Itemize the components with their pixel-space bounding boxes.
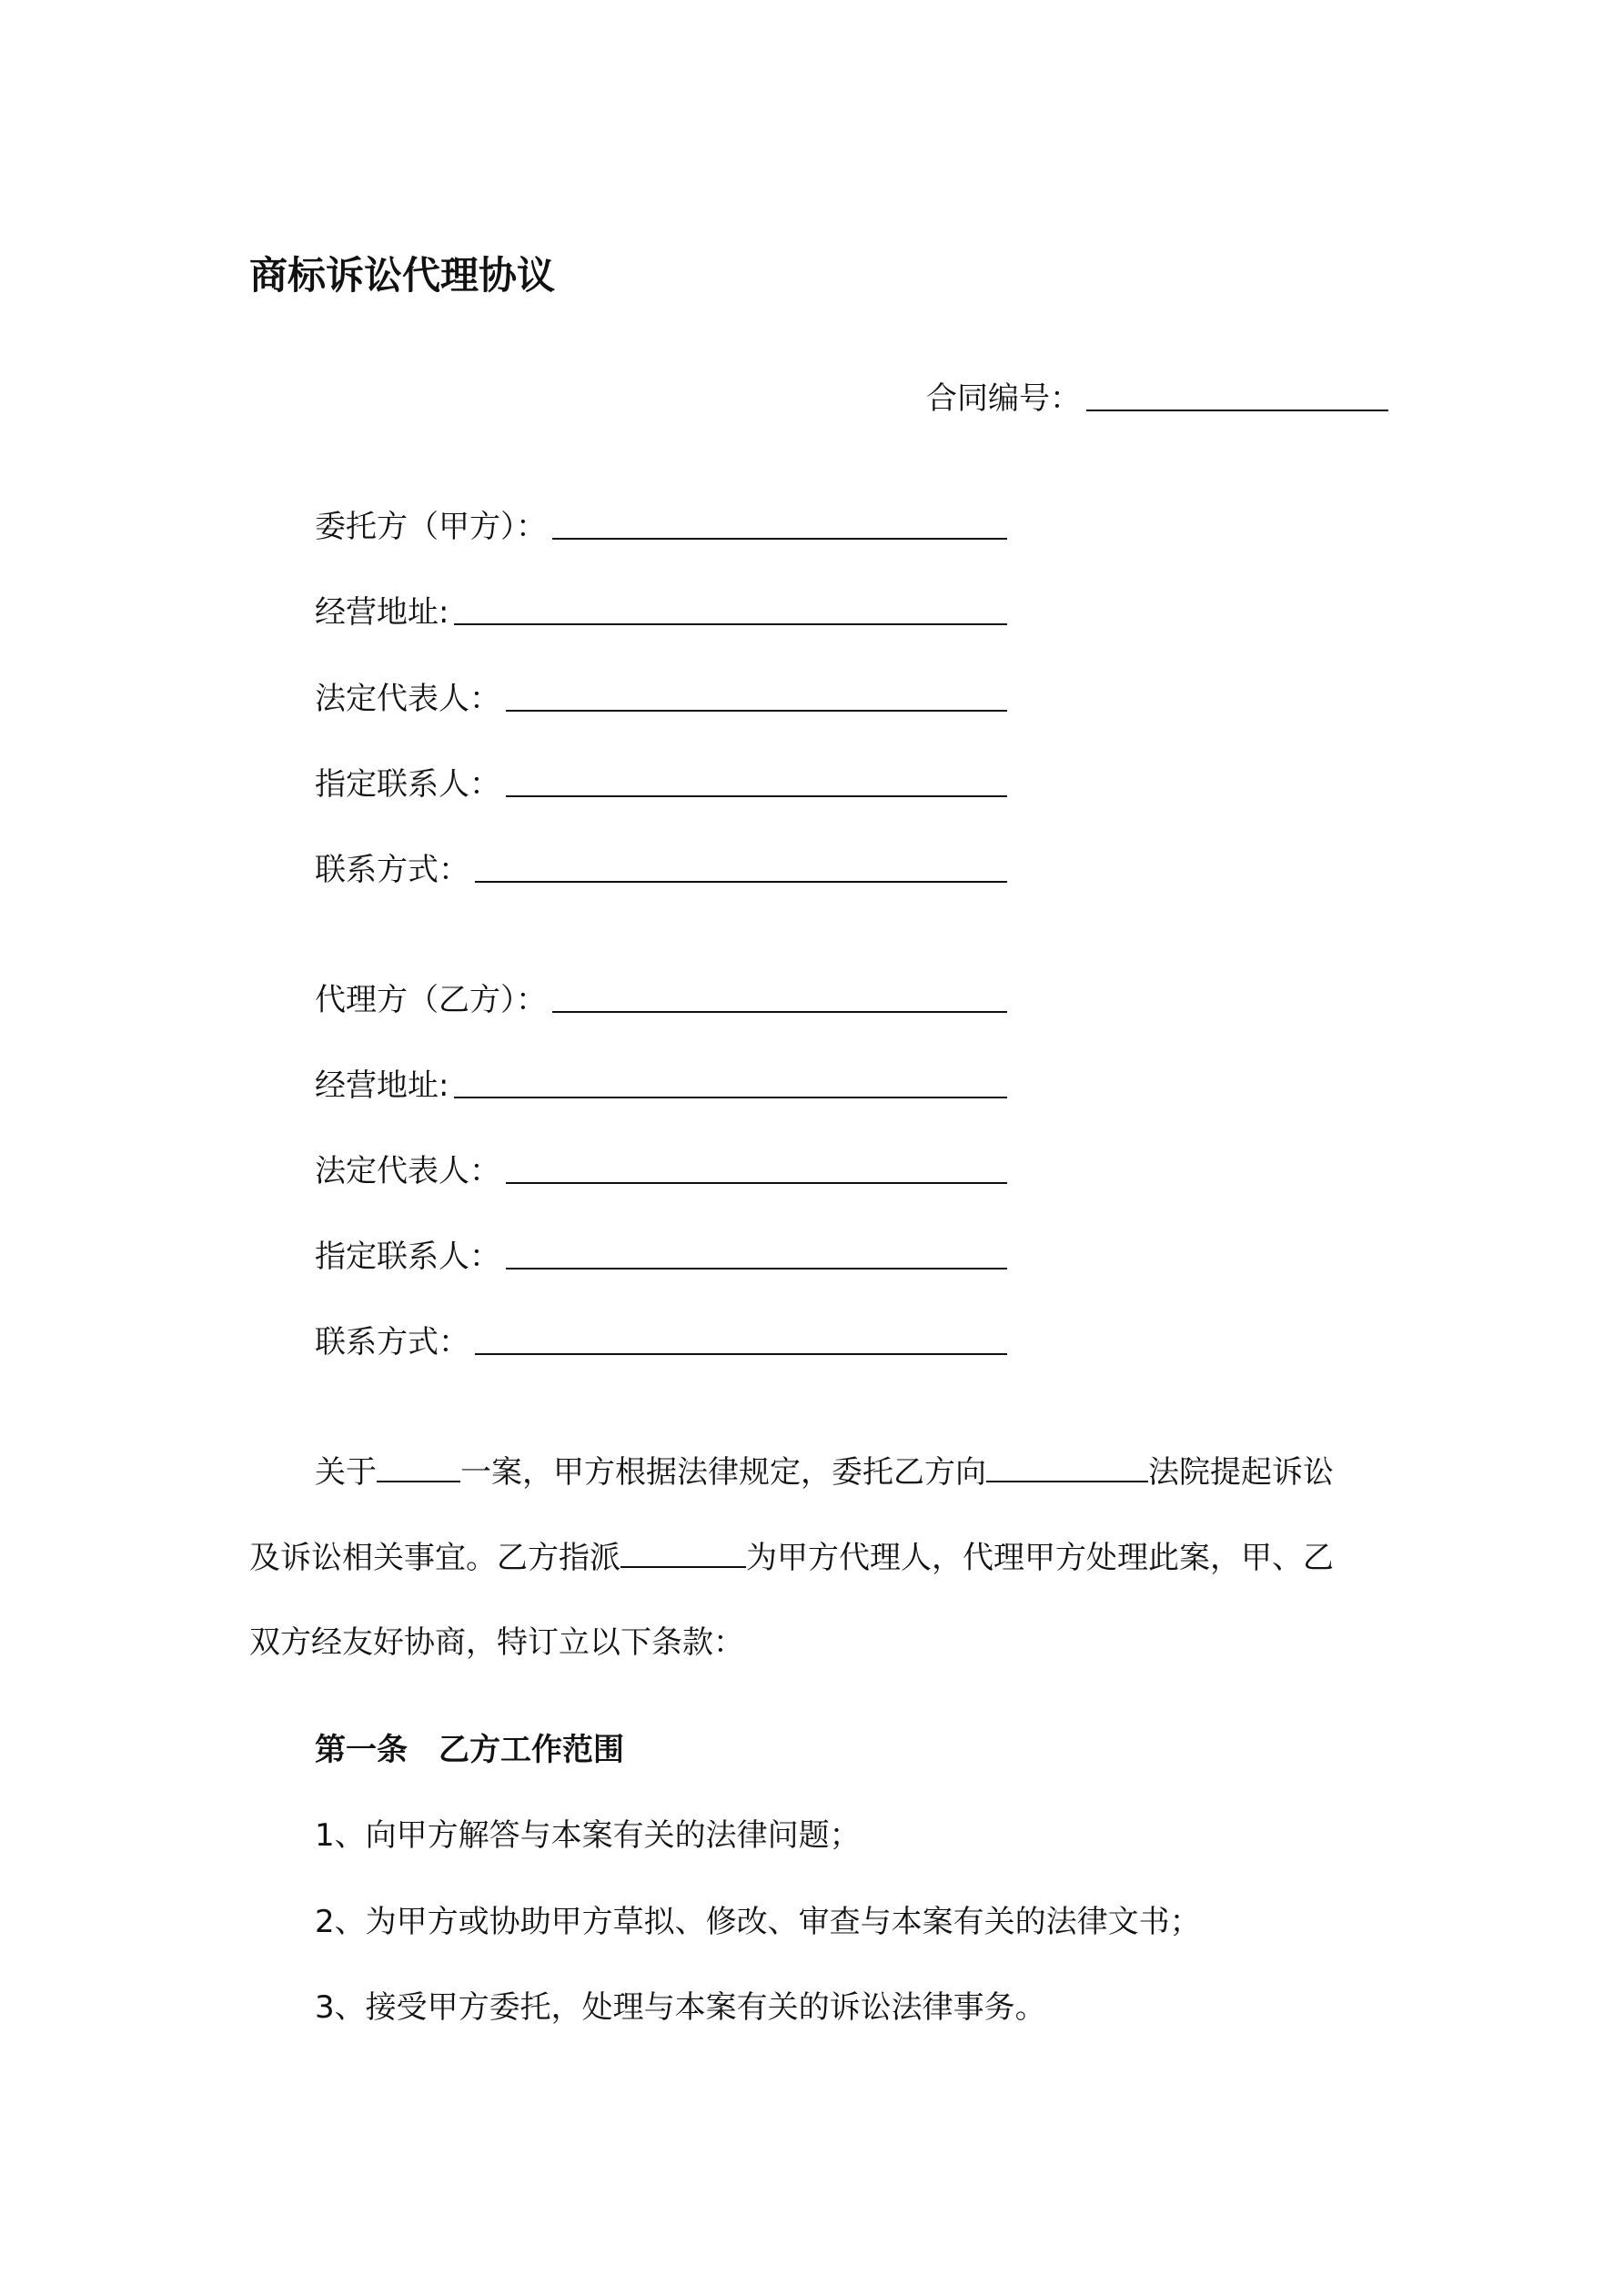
article-1-heading: 第一条 乙方工作范围 <box>315 1732 624 1768</box>
party-b-address-label: 经营地址: <box>315 1067 449 1104</box>
contract-number-label: 合同编号： <box>926 380 1081 417</box>
case-name-blank[interactable] <box>377 1453 460 1482</box>
intro-line-3: 双方经友好协商，特订立以下条款： <box>249 1624 744 1661</box>
party-b-address-blank[interactable] <box>454 1069 1007 1098</box>
agent-blank[interactable] <box>620 1539 746 1568</box>
party-a-contact-person-field[interactable] <box>315 764 1007 804</box>
article-1-item: 3、接受甲方委托，处理与本案有关的诉讼法律事务。 <box>315 1989 1046 2026</box>
party-b-contact-label: 联系方式： <box>315 1324 469 1360</box>
party-b-label: 代理方（乙方）： <box>315 982 547 1018</box>
party-a-contact-person-blank[interactable] <box>506 768 1007 797</box>
contract-number-field[interactable] <box>926 379 1388 419</box>
party-a-address-blank[interactable] <box>454 596 1007 625</box>
party-a-blank[interactable] <box>552 511 1007 540</box>
intro-text: 法院提起诉讼 <box>1148 1454 1334 1491</box>
party-b-contact-person-field[interactable] <box>315 1237 1007 1277</box>
intro-line-1 <box>315 1452 1334 1492</box>
court-blank[interactable] <box>986 1453 1148 1482</box>
intro-text: 一案，甲方根据法律规定，委托乙方向 <box>460 1454 986 1491</box>
party-b-legal-rep-field[interactable] <box>315 1151 1007 1191</box>
party-a-contact-label: 联系方式： <box>315 852 469 888</box>
party-a-contact-blank[interactable] <box>475 854 1007 883</box>
article-1-item: 2、为甲方或协助甲方草拟、修改、审查与本案有关的法律文书； <box>315 1904 1201 1940</box>
intro-line-2 <box>249 1538 1334 1578</box>
party-a-contact-person-label: 指定联系人： <box>315 766 500 803</box>
party-a-address-field[interactable] <box>315 592 1007 632</box>
intro-text: 为甲方代理人，代理甲方处理此案，甲、乙 <box>746 1540 1334 1576</box>
party-b-contact-person-label: 指定联系人： <box>315 1239 500 1275</box>
party-b-name-field[interactable] <box>315 980 1007 1020</box>
party-b-address-field[interactable] <box>315 1066 1007 1106</box>
party-a-contact-field[interactable] <box>315 850 1007 890</box>
party-a-legal-rep-blank[interactable] <box>506 683 1007 712</box>
party-a-label: 委托方（甲方）： <box>315 509 547 545</box>
party-a-address-label: 经营地址: <box>315 594 449 631</box>
intro-text: 及诉讼相关事宜。乙方指派 <box>249 1540 620 1576</box>
party-b-contact-field[interactable] <box>315 1322 1007 1362</box>
party-b-blank[interactable] <box>552 984 1007 1013</box>
party-a-legal-rep-field[interactable] <box>315 679 1007 719</box>
party-b-legal-rep-label: 法定代表人： <box>315 1153 500 1189</box>
party-a-name-field[interactable] <box>315 507 1007 547</box>
article-1-item: 1、向甲方解答与本案有关的法律问题； <box>315 1817 861 1854</box>
intro-text: 关于 <box>315 1454 377 1491</box>
party-a-legal-rep-label: 法定代表人： <box>315 681 500 717</box>
contract-number-blank[interactable] <box>1086 382 1388 411</box>
party-b-contact-blank[interactable] <box>475 1326 1007 1355</box>
party-b-legal-rep-blank[interactable] <box>506 1155 1007 1184</box>
document-title: 商标诉讼代理协议 <box>249 253 556 298</box>
party-b-contact-person-blank[interactable] <box>506 1240 1007 1269</box>
